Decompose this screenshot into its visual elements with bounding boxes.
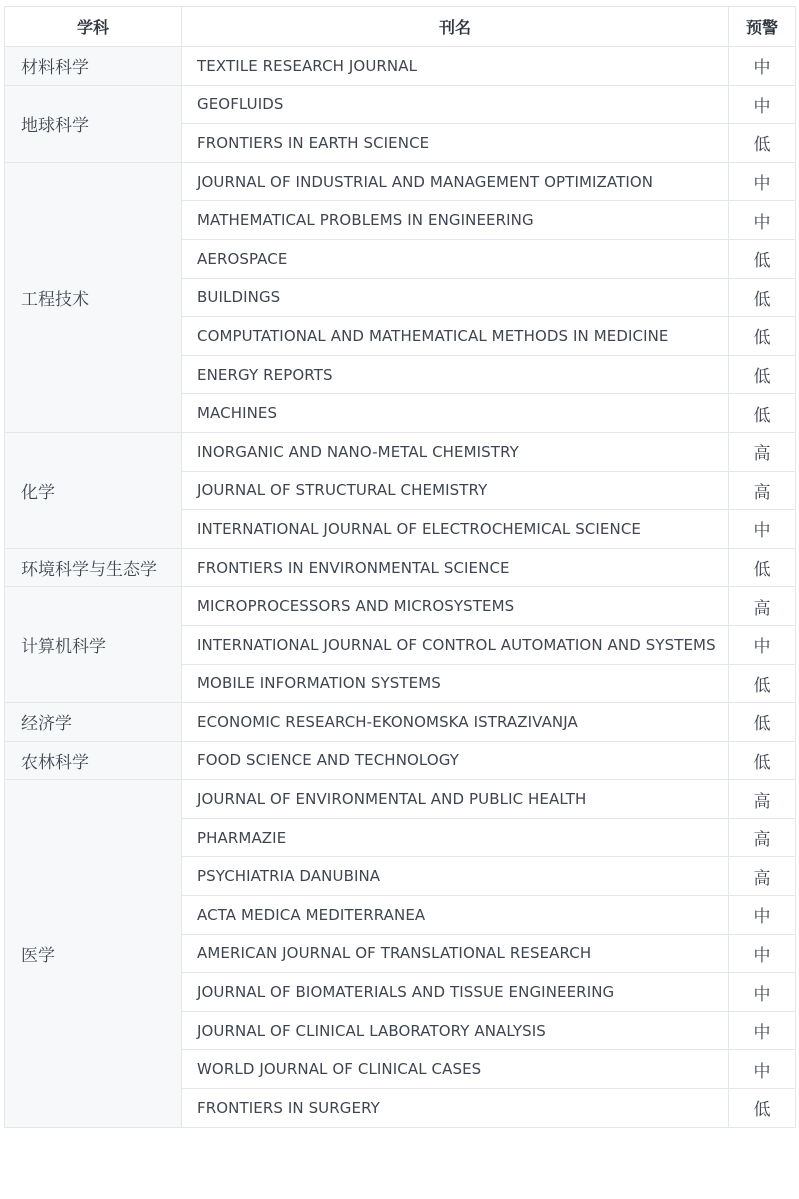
- table-body: [5, 47, 796, 1128]
- table-row: [5, 587, 796, 626]
- journal-name-cell: PSYCHIATRIA DANUBINA: [182, 857, 729, 896]
- journal-name-cell: FRONTIERS IN SURGERY: [182, 1089, 729, 1128]
- journal-name-cell: FOOD SCIENCE AND TECHNOLOGY: [182, 741, 729, 780]
- journal-name-cell: PHARMAZIE: [182, 818, 729, 857]
- warning-level-cell: 中: [729, 625, 796, 664]
- journal-name-cell: FRONTIERS IN ENVIRONMENTAL SCIENCE: [182, 548, 729, 587]
- table-row: [5, 162, 796, 201]
- subject-cell: 环境科学与生态学: [5, 548, 182, 587]
- table-row: [5, 703, 796, 742]
- warning-level-cell: 中: [729, 934, 796, 973]
- warning-level-cell: 中: [729, 973, 796, 1012]
- journal-name-cell: MATHEMATICAL PROBLEMS IN ENGINEERING: [182, 201, 729, 240]
- journal-name-cell: AMERICAN JOURNAL OF TRANSLATIONAL RESEARCH: [182, 934, 729, 973]
- journal-name-cell: WORLD JOURNAL OF CLINICAL CASES: [182, 1050, 729, 1089]
- subject-cell: 材料科学: [5, 47, 182, 86]
- journal-name-cell: MOBILE INFORMATION SYSTEMS: [182, 664, 729, 703]
- table-row: [5, 85, 796, 124]
- journal-name-cell: INTERNATIONAL JOURNAL OF CONTROL AUTOMATION AND SYSTEMS: [182, 625, 729, 664]
- header-journal: 刊名: [182, 7, 729, 47]
- table-row: [5, 741, 796, 780]
- warning-level-cell: 高: [729, 471, 796, 510]
- warning-level-cell: 中: [729, 510, 796, 549]
- table-row: [5, 432, 796, 471]
- journal-name-cell: FRONTIERS IN EARTH SCIENCE: [182, 124, 729, 163]
- header-subject: 学科: [5, 7, 182, 47]
- journal-name-cell: TEXTILE RESEARCH JOURNAL: [182, 47, 729, 86]
- warning-level-cell: 中: [729, 896, 796, 935]
- warning-level-cell: 低: [729, 1089, 796, 1128]
- warning-level-cell: 高: [729, 432, 796, 471]
- warning-level-cell: 中: [729, 162, 796, 201]
- journal-name-cell: BUILDINGS: [182, 278, 729, 317]
- table-row: [5, 548, 796, 587]
- journal-name-cell: JOURNAL OF CLINICAL LABORATORY ANALYSIS: [182, 1011, 729, 1050]
- subject-cell: 工程技术: [5, 162, 182, 432]
- journal-name-cell: JOURNAL OF ENVIRONMENTAL AND PUBLIC HEALTH: [182, 780, 729, 819]
- warning-level-cell: 中: [729, 201, 796, 240]
- subject-cell: 经济学: [5, 703, 182, 742]
- journal-name-cell: COMPUTATIONAL AND MATHEMATICAL METHODS IN MEDICINE: [182, 317, 729, 356]
- journal-name-cell: ENERGY REPORTS: [182, 355, 729, 394]
- subject-cell: 农林科学: [5, 741, 182, 780]
- subject-cell: 医学: [5, 780, 182, 1127]
- warning-level-cell: 中: [729, 1011, 796, 1050]
- warning-level-cell: 低: [729, 741, 796, 780]
- journal-name-cell: JOURNAL OF INDUSTRIAL AND MANAGEMENT OPTIMIZATION: [182, 162, 729, 201]
- journal-name-cell: JOURNAL OF STRUCTURAL CHEMISTRY: [182, 471, 729, 510]
- warning-level-cell: 高: [729, 587, 796, 626]
- subject-cell: 化学: [5, 432, 182, 548]
- warning-level-cell: 高: [729, 857, 796, 896]
- warning-level-cell: 低: [729, 394, 796, 433]
- journal-name-cell: JOURNAL OF BIOMATERIALS AND TISSUE ENGINEERING: [182, 973, 729, 1012]
- warning-level-cell: 低: [729, 239, 796, 278]
- warning-level-cell: 低: [729, 664, 796, 703]
- table-row: [5, 780, 796, 819]
- warning-level-cell: 高: [729, 780, 796, 819]
- subject-cell: 计算机科学: [5, 587, 182, 703]
- warning-level-cell: 低: [729, 355, 796, 394]
- table-row: [5, 47, 796, 86]
- warning-level-cell: 高: [729, 818, 796, 857]
- journal-name-cell: INTERNATIONAL JOURNAL OF ELECTROCHEMICAL SCIENCE: [182, 510, 729, 549]
- warning-level-cell: 低: [729, 278, 796, 317]
- warning-level-cell: 中: [729, 47, 796, 86]
- journal-name-cell: INORGANIC AND NANO-METAL CHEMISTRY: [182, 432, 729, 471]
- journal-warning-table-container: [4, 6, 796, 1128]
- header-warning: 预警: [729, 7, 796, 47]
- warning-level-cell: 低: [729, 703, 796, 742]
- journal-name-cell: GEOFLUIDS: [182, 85, 729, 124]
- warning-level-cell: 低: [729, 124, 796, 163]
- table-header-row: [5, 7, 796, 47]
- journal-name-cell: ACTA MEDICA MEDITERRANEA: [182, 896, 729, 935]
- warning-level-cell: 中: [729, 85, 796, 124]
- journal-name-cell: MICROPROCESSORS AND MICROSYSTEMS: [182, 587, 729, 626]
- journal-name-cell: ECONOMIC RESEARCH-EKONOMSKA ISTRAZIVANJA: [182, 703, 729, 742]
- warning-level-cell: 中: [729, 1050, 796, 1089]
- journal-name-cell: AEROSPACE: [182, 239, 729, 278]
- warning-level-cell: 低: [729, 317, 796, 356]
- warning-level-cell: 低: [729, 548, 796, 587]
- subject-cell: 地球科学: [5, 85, 182, 162]
- journal-warning-table: [4, 6, 796, 1128]
- journal-name-cell: MACHINES: [182, 394, 729, 433]
